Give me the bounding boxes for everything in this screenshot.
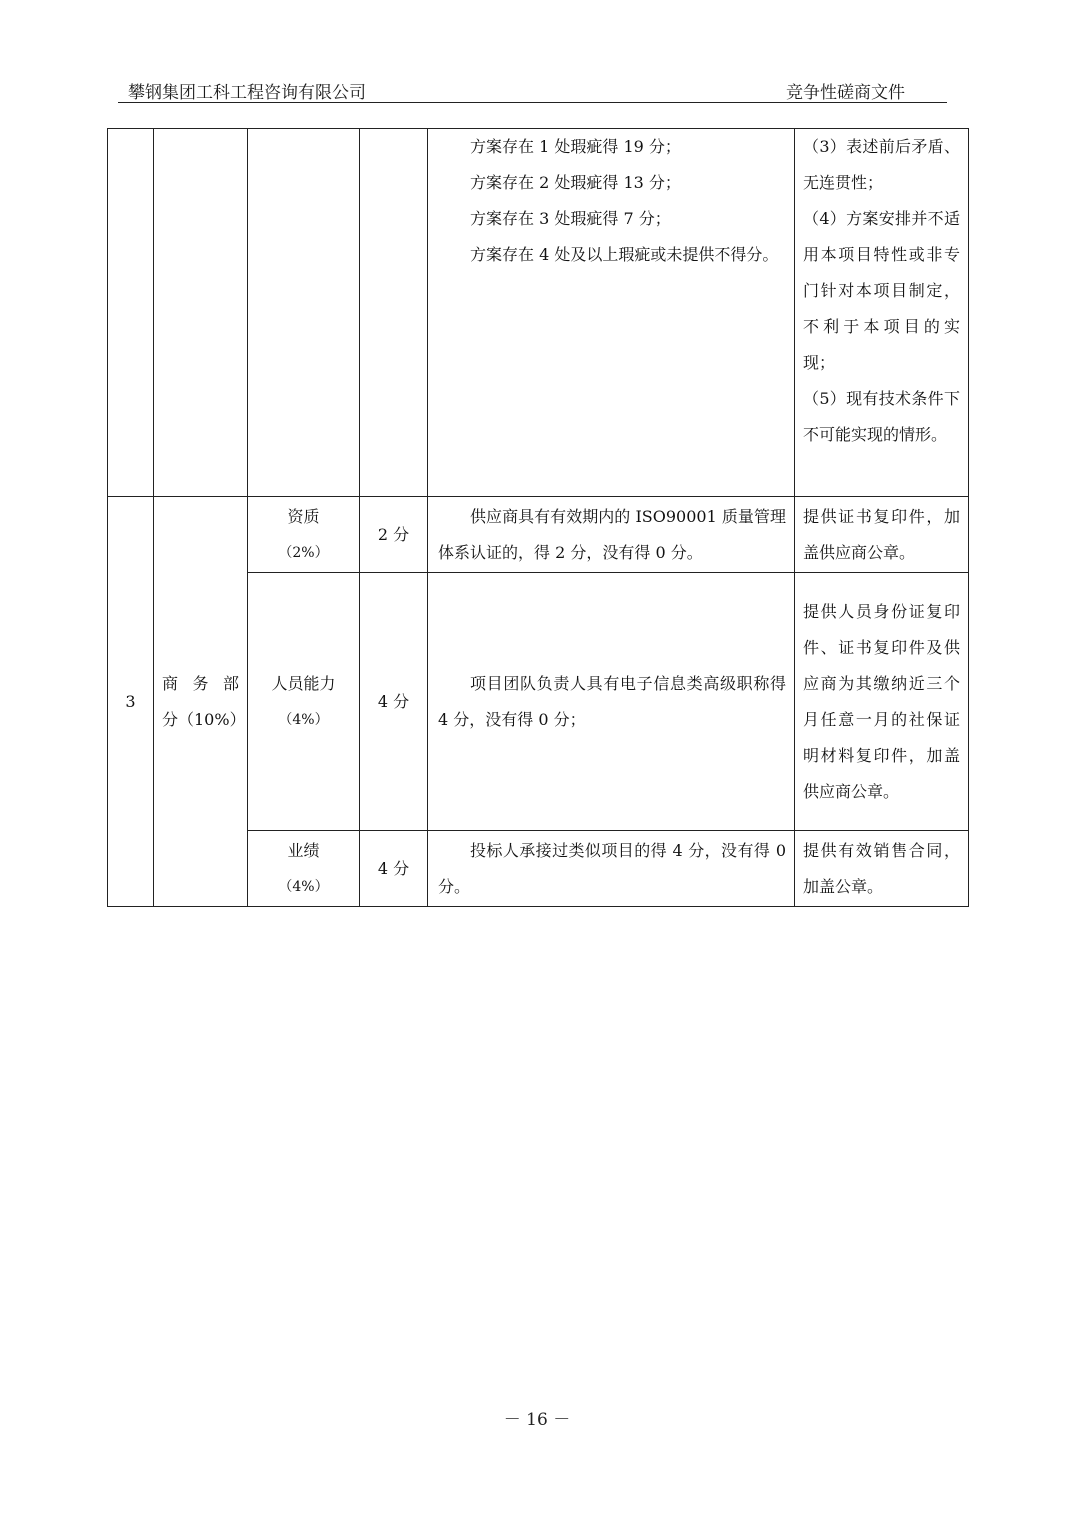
item-name: 人员能力: [271, 673, 336, 693]
cell-section-number: 3: [108, 497, 154, 907]
cell-content-qualification: [428, 497, 795, 573]
cell-score-empty: [360, 129, 428, 497]
cell-item-empty: [248, 129, 360, 497]
content-line: 方案存在 1 处瑕疵得 19 分；: [470, 137, 681, 156]
table-row-qualification: [108, 497, 969, 573]
requirement-text: 提供证书复印件，加盖供应商公章。: [803, 506, 960, 562]
cell-item-performance: [248, 831, 360, 907]
cell-item-qualification: [248, 497, 360, 573]
cell-section-name: 商 务 部 分（10%）: [154, 497, 248, 907]
table-row-continuation: [108, 129, 969, 497]
cell-requirement-continuation: [795, 129, 969, 497]
cell-score-performance: 4 分: [360, 831, 428, 907]
scoring-table: [107, 128, 969, 907]
requirement-line: （4）方案安排并不适用本项目特性或非专门针对本项目制定，不利于本项目的实现；: [803, 209, 960, 372]
content-line: 方案存在 2 处瑕疵得 13 分；: [470, 173, 681, 192]
content-line: 方案存在 3 处瑕疵得 7 分；: [470, 209, 671, 228]
cell-content-continuation: [428, 129, 795, 497]
header-rule: [118, 102, 947, 103]
item-weight: （4%）: [278, 878, 329, 895]
header-company: 攀钢集团工科工程咨询有限公司: [128, 83, 366, 103]
content-text: 投标人承接过类似项目的得 4 分，没有得 0 分。: [438, 840, 786, 896]
cell-requirement-performance: [795, 831, 969, 907]
cell-score-qualification: 2 分: [360, 497, 428, 573]
cell-no-empty: [108, 129, 154, 497]
content-line: 方案存在 4 处及以上瑕疵或未提供不得分。: [470, 245, 779, 264]
header-doc-type: 竞争性磋商文件: [786, 83, 905, 103]
cell-requirement-qualification: [795, 497, 969, 573]
content-text: 项目团队负责人具有电子信息类高级职称得 4 分，没有得 0 分；: [438, 673, 786, 729]
item-weight: （2%）: [278, 544, 329, 561]
requirement-line: （5）现有技术条件下不可能实现的情形。: [803, 389, 960, 444]
item-name: 业绩: [287, 840, 320, 860]
cell-section-empty: [154, 129, 248, 497]
cell-score-personnel: 4 分: [360, 573, 428, 831]
item-weight: （4%）: [278, 711, 329, 728]
item-name: 资质: [287, 506, 320, 526]
page-number: － 16 －: [503, 1410, 571, 1430]
requirement-line: （3）表述前后矛盾、无连贯性；: [803, 137, 960, 192]
content-text: 供应商具有有效期内的 ISO90001 质量管理体系认证的，得 2 分，没有得 0 分。: [438, 506, 786, 562]
requirement-text: 提供有效销售合同，加盖公章。: [803, 840, 960, 896]
cell-item-personnel: [248, 573, 360, 831]
requirement-text: 提供人员身份证复印件、证书复印件及供应商为其缴纳近三个月任意一月的社保证明材料复印件，加盖供应商公章。: [803, 601, 960, 801]
cell-content-personnel: [428, 573, 795, 831]
cell-requirement-personnel: [795, 573, 969, 831]
cell-content-performance: [428, 831, 795, 907]
